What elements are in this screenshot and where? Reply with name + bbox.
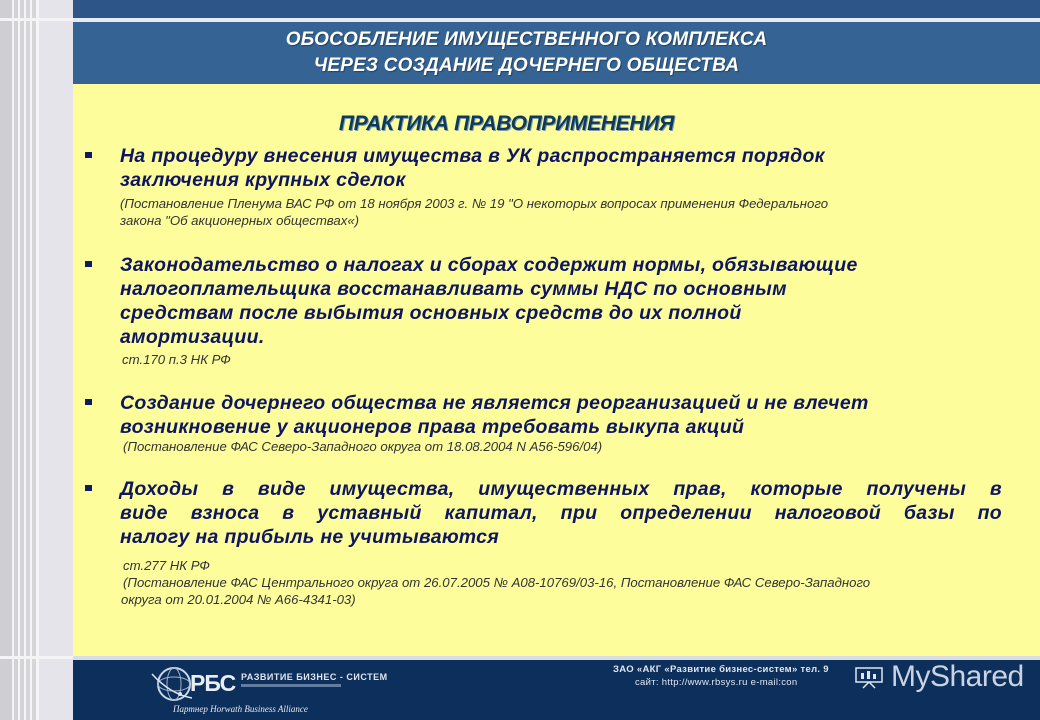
- slide-title-band: [73, 22, 1040, 84]
- slide-content: [73, 84, 1040, 656]
- footer: [73, 660, 1040, 720]
- presentation-board-icon: [854, 667, 884, 689]
- watermark-text: MyShared: [891, 660, 1024, 693]
- bullet-square-icon: [85, 399, 92, 405]
- reference-line: (Постановление ФАС Центрального округа от 26.07.2005 № А08-10769/03-16, Постановление ФАС Северо-Западного: [123, 575, 871, 590]
- legal-reference: [123, 557, 210, 574]
- bullet-line: средствам после выбытия основных средств до их полной: [120, 302, 742, 324]
- reference-line: (Постановление ФАС Северо-Западного округа от 18.08.2004 N А56-596/04): [123, 439, 603, 454]
- bullet-line: заключения крупных сделок: [120, 169, 406, 191]
- bullet-line: Доходы в виде имущества, имущественных прав, которые получены в: [120, 478, 1002, 500]
- bullet-line: Создание дочернего общества не является реорганизацией и не влечет: [120, 392, 869, 414]
- logo-tagline: [241, 684, 341, 687]
- partner-text: Партнер Horwath Business Alliance: [173, 704, 308, 714]
- legal-reference: [123, 438, 602, 455]
- legal-reference: [120, 195, 828, 229]
- bullet-line: налогу на прибыль не учитываются: [120, 526, 500, 548]
- logo-abbreviation: РБС: [190, 670, 236, 696]
- bullet-square-icon: [85, 152, 92, 158]
- bullet-line: налогоплательщика восстанавливать суммы НДС по основным: [120, 278, 787, 300]
- bullet-text: [120, 477, 1002, 549]
- reference-line: ст.170 п.3 НК РФ: [122, 352, 231, 367]
- bullet-line: возникновение у акционеров права требовать выкупа акций: [120, 416, 745, 438]
- reference-line: закона "Об акционерных обществах«): [120, 213, 360, 228]
- company-contact-line: ЗАО «АКГ «Развитие бизнес-систем» тел. 9: [613, 664, 829, 675]
- legal-reference: [122, 351, 231, 368]
- bullet-square-icon: [85, 261, 92, 267]
- bullet-text: [120, 144, 1010, 192]
- bullet-line: виде взноса в уставный капитал, при определении налоговой базы по: [120, 502, 1002, 524]
- section-heading: ПРАКТИКА ПРАВОПРИМЕНЕНИЯ: [338, 112, 675, 135]
- left-decorative-strip: [0, 0, 73, 720]
- slide-title-line-2: ЧЕРЕЗ СОЗДАНИЕ ДОЧЕРНЕГО ОБЩЕСТВА: [313, 55, 740, 76]
- reference-line: (Постановление Пленума ВАС РФ от 18 ноября 2003 г. № 19 "О некоторых вопросах применения Федерального: [120, 196, 829, 211]
- top-band: [73, 0, 1040, 18]
- website-email-line: сайт: http://www.rbsys.ru e-mail:con: [635, 677, 798, 688]
- legal-reference: [121, 574, 870, 608]
- bullet-text: [120, 253, 1010, 349]
- logo-company-name: РАЗВИТИЕ БИЗНЕС - СИСТЕМ: [241, 672, 388, 682]
- bullet-line: амортизации.: [120, 326, 265, 348]
- strip-divider: [0, 18, 73, 21]
- globe-logo-icon: [150, 664, 194, 704]
- slide-title-line-1: ОБОСОБЛЕНИЕ ИМУЩЕСТВЕННОГО КОМПЛЕКСА: [285, 29, 768, 50]
- strip-divider: [0, 656, 73, 659]
- bullet-line: На процедуру внесения имущества в УК распространяется порядок: [120, 145, 825, 167]
- bullet-text: [120, 391, 1010, 439]
- reference-line: ст.277 НК РФ: [123, 558, 210, 573]
- bullet-square-icon: [85, 485, 92, 491]
- reference-line: округа от 20.01.2004 № А66-4341-03): [121, 592, 356, 607]
- bullet-line: Законодательство о налогах и сборах содержит нормы, обязывающие: [120, 254, 858, 276]
